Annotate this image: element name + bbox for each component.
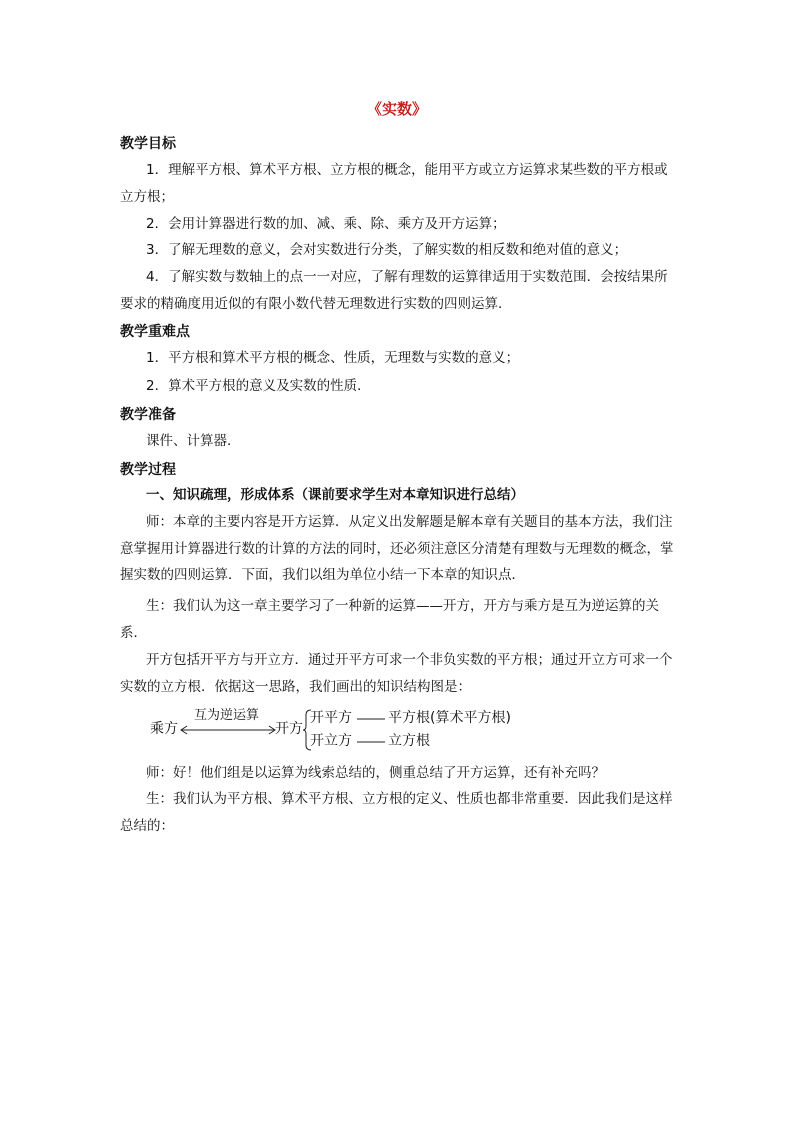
diagram-branch-2: 开立方	[310, 733, 352, 749]
document-title: 《实数》	[366, 100, 427, 118]
heading-teaching-goals: 教学目标	[120, 136, 176, 152]
heading-key-points: 教学重难点	[120, 324, 190, 340]
preparation-text: 课件、计算器．	[146, 433, 241, 449]
diagram-left-label: 乘方	[150, 721, 178, 737]
double-arrow-icon	[178, 724, 278, 736]
paragraph-student-1: 生：我们认为这一章主要学习了一种新的运算——开方，开方与乘方是互为逆运算的关系．	[120, 598, 659, 641]
heading-process: 教学过程	[120, 462, 176, 478]
diagram-result-1: 平方根(算术平方根)	[388, 710, 511, 726]
paragraph-student-2: 生：我们认为平方根、算术平方根、立方根的定义、性质也都非常重要．因此我们是这样总结的：	[120, 791, 673, 834]
key-point-1: 1．平方根和算术平方根的概念、性质，无理数与实数的意义；	[146, 350, 520, 366]
goal-3: 3．了解无理数的意义，会对实数进行分类，了解实数的相反数和绝对值的意义；	[146, 242, 628, 258]
diagram-result-2: 立方根	[388, 733, 430, 749]
paragraph-teacher-2: 师：好！他们组是以运算为线索总结的，侧重总结了开方运算，还有补充吗？	[146, 765, 605, 781]
goal-4: 4．了解实数与数轴上的点一一对应，了解有理数的运算律适用于实数范围．会按结果所要求的精确度用近似的有限小数代替无理数进行实数的四则运算．	[120, 269, 668, 312]
section-1-heading: 一、知识疏理，形成体系（课前要求学生对本章知识进行总结）	[146, 487, 524, 503]
goal-2: 2．会用计算器进行数的加、减、乘、除、乘方及开方运算；	[146, 216, 506, 232]
diagram-branch-1: 开平方	[310, 710, 352, 726]
knowledge-structure-diagram	[150, 707, 570, 753]
diagram-arrow-label: 互为逆运算	[194, 708, 260, 723]
dash-icon	[355, 740, 387, 744]
goal-1: 1．理解平方根、算术平方根、立方根的概念，能用平方或立方运算求某些数的平方根或立方根；	[120, 162, 668, 205]
diagram-mid-label: 开方	[275, 721, 303, 737]
dash-icon	[355, 717, 387, 721]
paragraph-teacher-1: 师：本章的主要内容是开方运算．从定义出发解题是解本章有关题目的基本方法，我们注意掌握用计算器进行数的计算的方法的同时，还必须注意区分清楚有理数与无理数的概念，掌握实数的四则运算．下面，我们以组为单位小结一下本章的知识点．	[120, 514, 674, 583]
paragraph-structure: 开方包括开平方与开立方．通过开平方可求一个非负实数的平方根；通过开立方可求一个实数的立方根．依据这一思路，我们画出的知识结构图是：	[120, 652, 673, 695]
heading-preparation: 教学准备	[120, 407, 176, 423]
key-point-2: 2．算术平方根的意义及实数的性质．	[146, 378, 371, 394]
